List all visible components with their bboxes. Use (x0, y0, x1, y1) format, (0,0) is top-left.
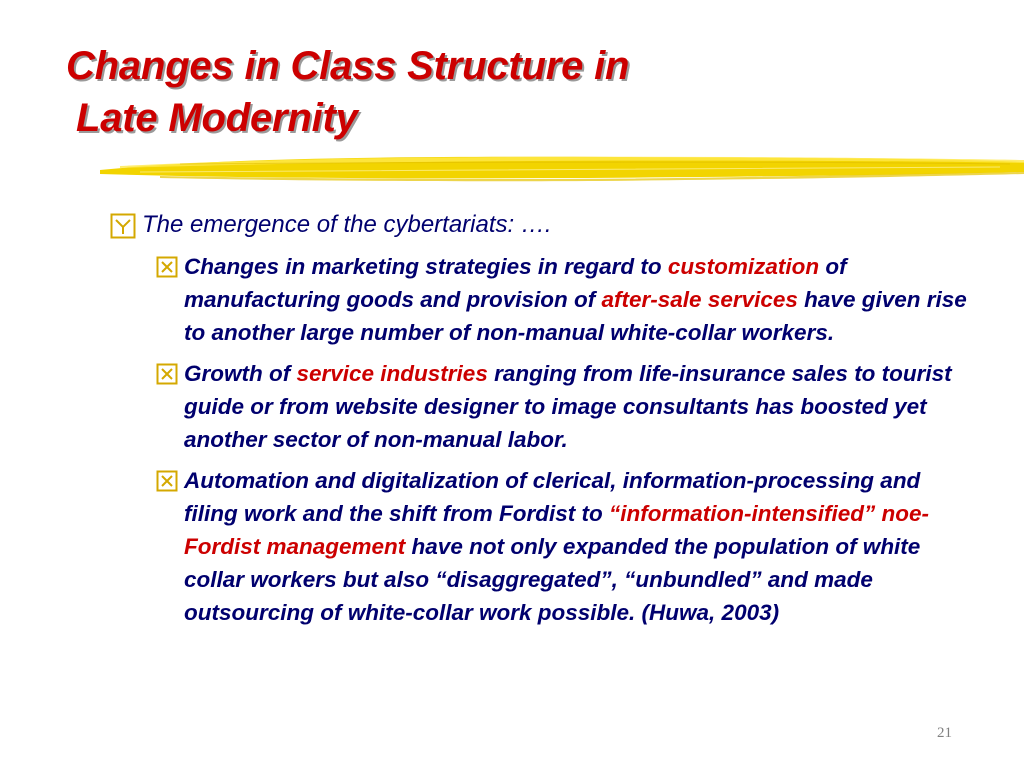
text-segment: have given rise to another large number of non-manual white-collar workers. (184, 287, 967, 345)
list-item (156, 464, 976, 629)
title-line-2: Late Modernity (76, 96, 358, 140)
title-line-1: Changes in Class Structure in (66, 44, 630, 88)
sub-bullet-text (184, 250, 976, 349)
checkbox-x-icon (156, 256, 178, 278)
title-underline-brushstroke (100, 148, 1024, 188)
sub-bullet-list (156, 250, 976, 629)
text-segment: Changes in marketing strategies in regard to (184, 254, 668, 279)
slide-body (110, 208, 1010, 637)
checkbox-x-icon (156, 363, 178, 385)
slide-page-number: 21 (937, 725, 952, 741)
text-segment: have not only expanded the population of white collar workers but also “disaggregated”, “unbundled” and made outsourcing of white-collar work possible. (Huwa, 2003) (184, 534, 921, 625)
text-segment: of manufacturing goods and provision of (184, 254, 847, 312)
checkbox-y-icon (110, 213, 136, 239)
main-bullet (110, 208, 1010, 242)
highlight-service-industries: service industries (296, 361, 488, 386)
highlight-customization: customization (667, 254, 820, 279)
text-segment: Automation and digitalization of clerical, information-processing and filing work and the shift from Fordist to (184, 468, 921, 526)
list-item (156, 357, 976, 456)
checkbox-x-icon (156, 470, 178, 492)
text-segment: ranging from life-insurance sales to tourist guide or from website designer to image consultants has boosted yet another sector of non-manual labor. (184, 361, 952, 452)
highlight-information-intensified: “information-intensified” noe-Fordist management (184, 501, 929, 559)
text-segment: Growth of (184, 361, 297, 386)
slide-title (66, 40, 629, 144)
sub-bullet-text (184, 357, 976, 456)
highlight-after-sale-services: after-sale services (601, 287, 798, 312)
sub-bullet-text (184, 464, 976, 629)
main-bullet-text: The emergence of the cybertariats: …. (142, 211, 552, 238)
list-item (156, 250, 976, 349)
